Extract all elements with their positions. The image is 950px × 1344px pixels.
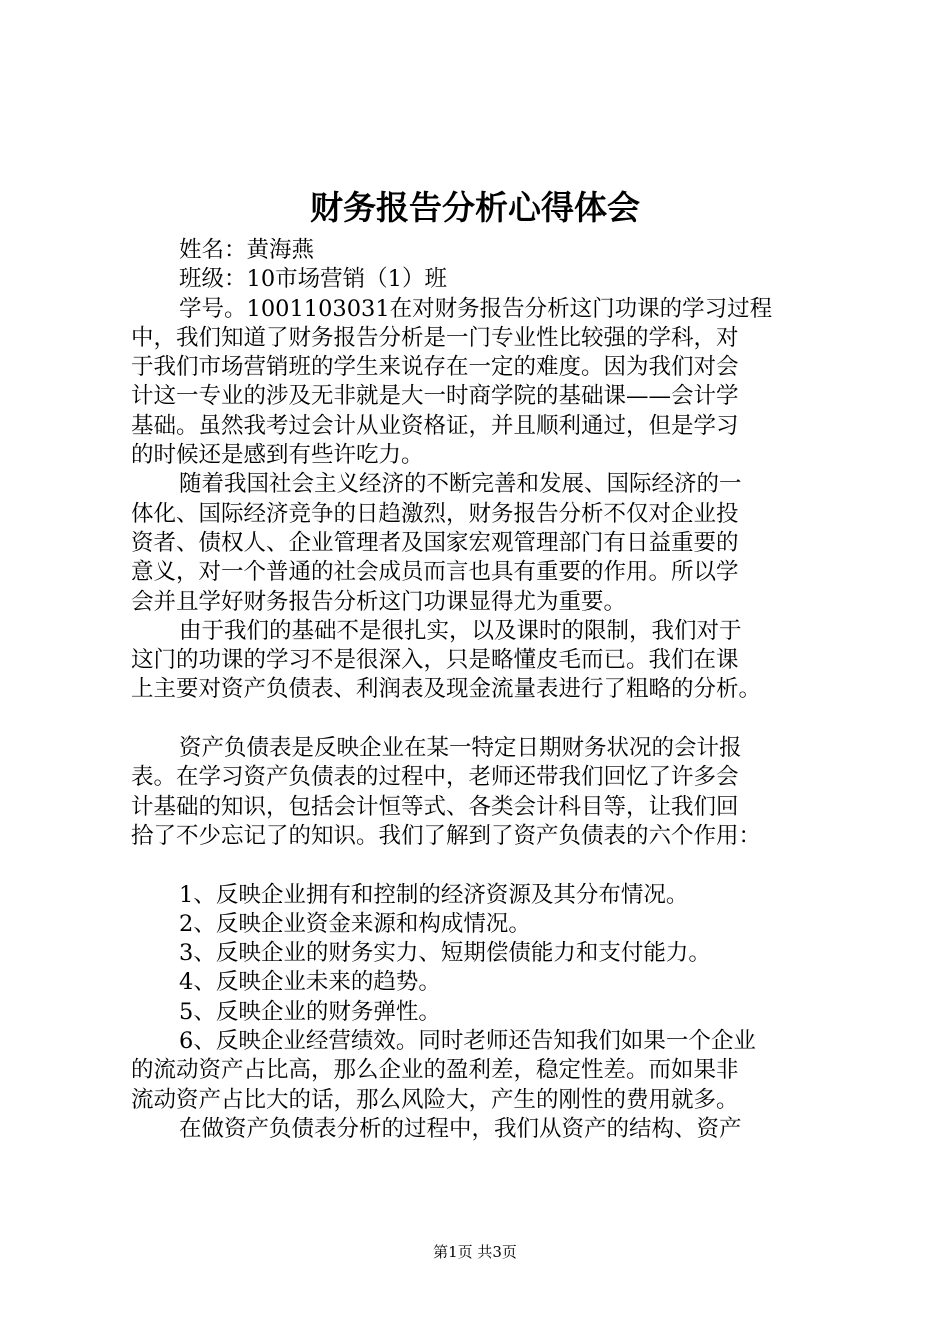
text-line: 的时候还是感到有些许吃力。 [131, 442, 424, 469]
text-line: 这门的功课的学习不是很深入，只是略懂皮毛而已。我们在课 [131, 647, 739, 674]
text-line: 于我们市场营销班的学生来说存在一定的难度。因为我们对会 [131, 354, 739, 381]
text-line: 意义，对一个普通的社会成员而言也具有重要的作用。所以学 [131, 559, 739, 586]
text-line: 表。在学习资产负债表的过程中，老师还带我们回忆了许多会 [131, 764, 739, 791]
text-line: 体化、国际经济竞争的日趋激烈，财务报告分析不仅对企业投 [131, 500, 739, 527]
blank-line [131, 705, 843, 734]
document-title: 财务报告分析心得体会 [310, 188, 640, 227]
text-line: 学号。1001103031在对财务报告分析这门功课的学习过程 [179, 295, 773, 322]
text-line: 资者、债权人、企业管理者及国家宏观管理部门有日益重要的 [131, 529, 739, 556]
text-line: 随着我国社会主义经济的不断完善和发展、国际经济的一 [179, 471, 742, 498]
text-line: 2、反映企业资金来源和构成情况。 [179, 910, 531, 937]
text-line: 3、反映企业的财务实力、短期偿债能力和支付能力。 [179, 940, 711, 967]
text-line: 计基础的知识，包括会计恒等式、各类会计科目等，让我们回 [131, 793, 739, 820]
text-line: 在做资产负债表分析的过程中，我们从资产的结构、资产 [179, 1115, 742, 1142]
text-line: 5、反映企业的财务弹性。 [179, 998, 441, 1025]
text-line: 班级：10市场营销（1）班 [179, 266, 447, 293]
text-line: 计这一专业的涉及无非就是大一时商学院的基础课——会计学 [131, 383, 739, 410]
blank-line [131, 851, 843, 880]
text-line: 的流动资产占比高，那么企业的盈利差，稳定性差。而如果非 [131, 1057, 739, 1084]
document-body [131, 236, 843, 1144]
text-line: 会并且学好财务报告分析这门功课显得尤为重要。 [131, 588, 627, 615]
text-line: 上主要对资产负债表、利润表及现金流量表进行了粗略的分析。 [131, 676, 762, 703]
text-line: 资产负债表是反映企业在某一特定日期财务状况的会计报 [179, 735, 742, 762]
text-line: 基础。虽然我考过会计从业资格证，并且顺利通过，但是学习 [131, 412, 739, 439]
text-line: 由于我们的基础不是很扎实，以及课时的限制，我们对于 [179, 617, 742, 644]
text-line: 4、反映企业未来的趋势。 [179, 969, 441, 996]
text-line: 中，我们知道了财务报告分析是一门专业性比较强的学科，对 [131, 324, 739, 351]
text-line: 6、反映企业经营绩效。同时老师还告知我们如果一个企业 [179, 1028, 756, 1055]
text-line: 1、反映企业拥有和控制的经济资源及其分布情况。 [179, 881, 689, 908]
text-line: 流动资产占比大的话，那么风险大，产生的刚性的费用就多。 [131, 1086, 739, 1113]
text-line: 姓名：黄海燕 [179, 237, 315, 263]
text-line: 拾了不少忘记了的知识。我们了解到了资产负债表的六个作用： [131, 822, 762, 849]
page-footer: 第1页 共3页 [433, 1243, 517, 1261]
